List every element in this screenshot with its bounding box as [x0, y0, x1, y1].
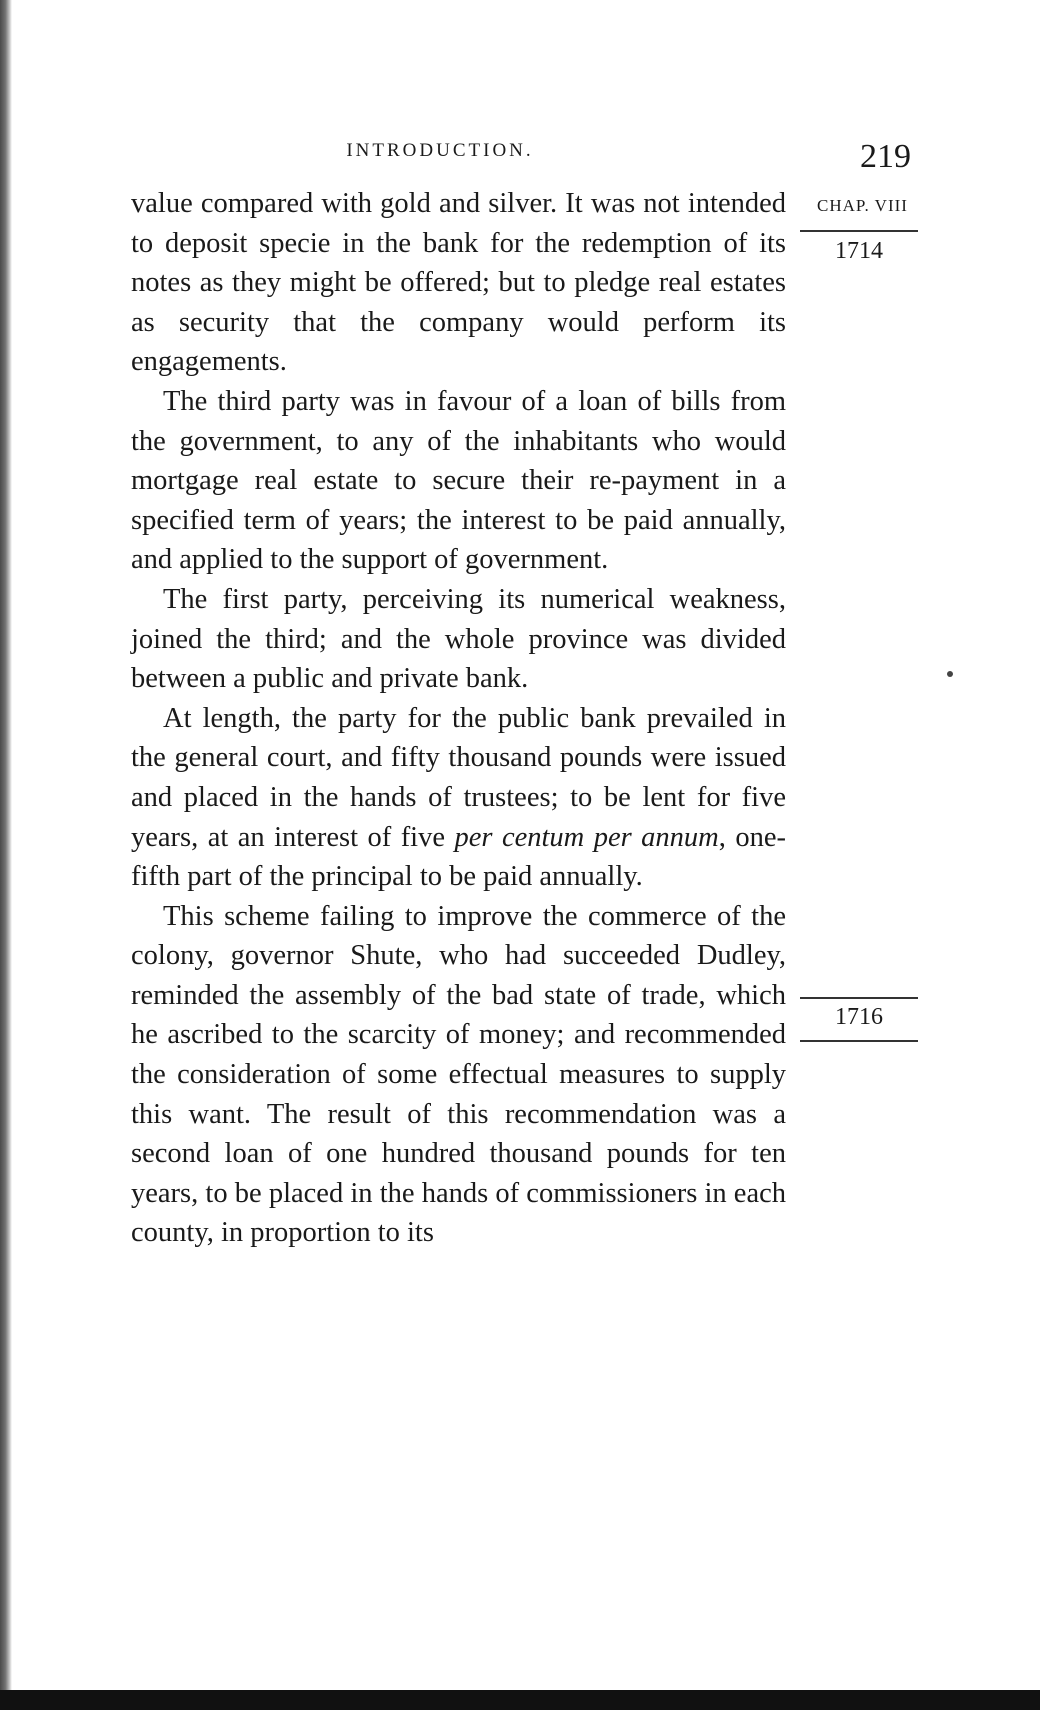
margin-rule-3: [800, 1040, 918, 1042]
margin-chapter-label: CHAP. VIII: [817, 196, 908, 215]
margin-year-1716: 1716: [835, 1004, 883, 1030]
paragraph-2: The third party was in favour of a loan of bills from the government, to any of the inhabitants who would mortgage real estate to secure their re-payment in a specified term of years; the interest to be paid annually, and applied to the support of government.: [131, 385, 786, 576]
page-number: 219: [860, 138, 911, 175]
paragraph-4: [131, 699, 786, 897]
paragraph-4-before: At length, the party for the public bank prevailed in the general court, and fifty thousand pounds were issued and placed in the hands of trustees; to be lent for five years, at an interest of five: [131, 702, 786, 853]
paragraph-3: The first party, perceiving its numerical weakness, joined the third; and the whole province was divided between a public and private bank.: [131, 583, 786, 695]
ink-speck: [947, 671, 953, 677]
margin-year-1714: 1714: [835, 238, 883, 264]
margin-rule-2: [800, 997, 918, 999]
scan-edge-bar: [0, 1690, 1040, 1710]
book-spine-shadow: [0, 0, 12, 1710]
running-title: INTRODUCTION.: [346, 140, 534, 161]
latin-phrase: per centum per annum: [454, 821, 719, 853]
paragraph-5: This scheme failing to improve the commerce of the colony, governor Shute, who had succeeded Dudley, reminded the assembly of the bad state of trade, which he ascribed to the scarcity of money; and recommended the consideration of some effectual measures to supply this want. The result of this recommendation was a second loan of one hundred thousand pounds for ten years, to be placed in the hands of commissioners in each county, in proportion to its: [131, 900, 786, 1249]
body-text: [131, 184, 786, 1253]
paragraph-4-after: , one-fifth part of the principal to be paid annually.: [131, 821, 786, 893]
paragraph-1: value compared with gold and silver. It was not intended to deposit specie in the bank for the redemption of its notes as they might be offered; but to pledge real estates as security that the company would perform its engagements.: [131, 188, 786, 378]
margin-rule-1: [800, 230, 918, 232]
